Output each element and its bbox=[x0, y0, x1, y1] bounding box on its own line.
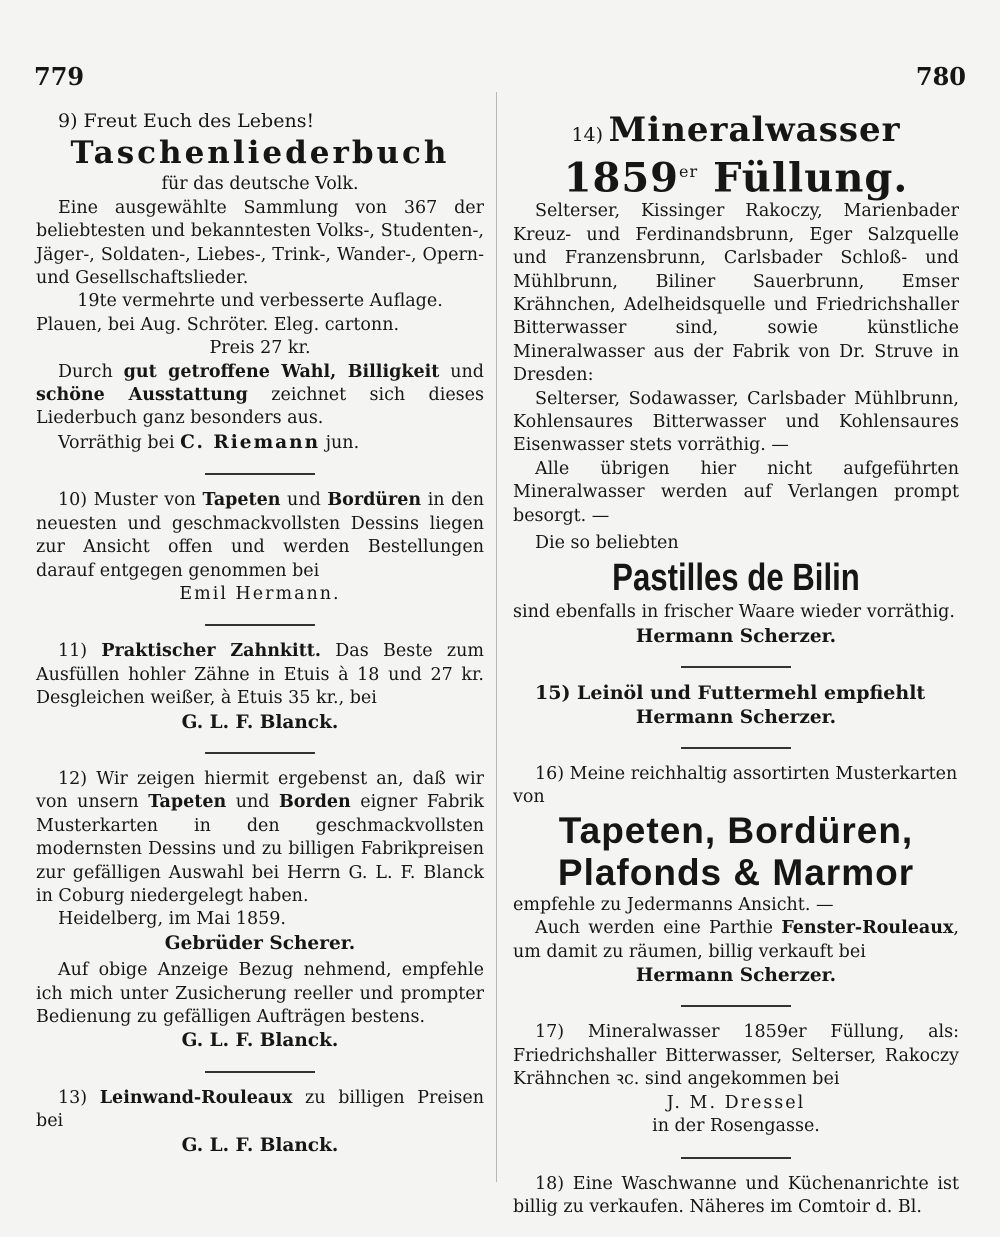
ad-14-pastilles-text: sind ebenfalls in frischer Waare wieder vorräthig. bbox=[513, 602, 955, 623]
ad-9-praise-5: zeichnet sich dieses Liederbuch ganz besonders aus. bbox=[36, 385, 484, 429]
ad-17-address: in der Rosengasse. bbox=[652, 1116, 820, 1137]
ad-13-text bbox=[36, 1087, 484, 1134]
separator-rule bbox=[681, 1157, 791, 1159]
ad-16 bbox=[513, 763, 959, 987]
ad-12-signature-1: Gebrüder Scherer. bbox=[164, 932, 356, 954]
ad-10-text-3: und bbox=[280, 490, 328, 511]
ad-16-rouleaux bbox=[513, 917, 959, 964]
ad-10-text-2: Tapeten bbox=[202, 490, 281, 511]
ad-13-text-2: Leinwand-Rouleaux bbox=[99, 1087, 293, 1108]
ad-11-text-3: Das Beste zum Ausfüllen hohler Zähne in Etuis à 18 und 27 kr. Desgleichen weißer, à Etuis 35 kr., bei bbox=[36, 641, 484, 709]
ad-9-subtitle: für das deutsche Volk. bbox=[161, 174, 359, 195]
ad-16-intro: 16) Meine reichhaltig assortirten Musterkarten von bbox=[513, 764, 958, 808]
ad-14-intro: Die so beliebten bbox=[535, 533, 679, 554]
column-divider bbox=[496, 92, 497, 1182]
ad-11-text-2: Praktischer Zahnkitt. bbox=[101, 641, 321, 662]
ad-11-text bbox=[36, 640, 484, 710]
page-number-left: 779 bbox=[34, 62, 85, 91]
left-column bbox=[36, 110, 484, 1175]
ad-12-text-1: 12) Wir zeigen hiermit ergebenst an, daß wir von unsern bbox=[36, 768, 484, 813]
ad-12-text-4: Borden bbox=[278, 792, 351, 813]
ad-12-text-3: und bbox=[226, 792, 279, 813]
ad-9-price: Preis 27 kr. bbox=[209, 338, 311, 359]
ad-11-signature: G. L. F. Blanck. bbox=[181, 711, 339, 733]
ad-9-stock bbox=[36, 431, 484, 455]
ad-12 bbox=[36, 768, 484, 1053]
ad-16-signature: Hermann Scherzer. bbox=[635, 965, 837, 987]
ad-18 bbox=[513, 1173, 959, 1220]
separator-rule bbox=[681, 1005, 791, 1007]
ad-16-headline-1: Tapeten, Bordüren, bbox=[558, 809, 914, 851]
separator-rule bbox=[681, 747, 791, 749]
ad-16-headline-2: Plafonds & Marmor bbox=[557, 851, 915, 893]
ad-13-text-1: 13) bbox=[58, 1087, 100, 1108]
ad-14-signature: Hermann Scherzer. bbox=[635, 625, 837, 647]
ad-13-signature: G. L. F. Blanck. bbox=[181, 1134, 339, 1156]
ad-17-text: 17) Mineralwasser 1859er Füllung, als: Friedrichshaller Bitterwasser, Selterser, Rakoczy Krähnchen ꝛc. sind angekommen bei bbox=[513, 1022, 959, 1090]
separator-rule bbox=[205, 624, 315, 626]
ad-15-text: 15) Leinöl und Futtermehl empfiehlt bbox=[535, 682, 926, 705]
ad-9-praise bbox=[36, 361, 484, 431]
ad-11 bbox=[36, 640, 484, 734]
ad-9-publisher: Plauen, bei Aug. Schröter. Eleg. cartonn. bbox=[36, 314, 400, 335]
ad-13-text-3: zu billigen Preisen bei bbox=[36, 1087, 484, 1132]
ad-10 bbox=[36, 489, 484, 606]
ad-9 bbox=[36, 110, 484, 455]
ad-9-stock-text: Vorräthig bei bbox=[58, 432, 181, 453]
ad-15-signature: Hermann Scherzer. bbox=[635, 706, 837, 728]
ad-16-rouleaux-1: Auch werden eine Parthie bbox=[535, 918, 782, 939]
separator-rule bbox=[205, 1071, 315, 1073]
ad-11-text-1: 11) bbox=[58, 641, 102, 662]
ad-14 bbox=[513, 110, 959, 648]
ad-14-pastilles-line bbox=[513, 555, 959, 601]
ad-16-rouleaux-2: Fenster-Rouleaux bbox=[781, 918, 954, 939]
ad-14-list: Selterser, Kissinger Rakoczy, Marienbader Kreuz- und Ferdinandsbrunn, Eger Salzquelle und Franzensbrunn, Carlsbader Schloß- und Mühlbrunn, Biliner Sauerbrunn, Emser Krähnchen, Adelheidsquelle und Friedrichshaller Bitterwasser sind, sowie künstliche Mineralwasser aus der Fabrik von Dr. Struve in Dresden: bbox=[513, 201, 959, 386]
ad-9-stock-name: C. Riemann bbox=[180, 431, 321, 453]
ad-9-title: Taschenliederbuch bbox=[70, 135, 450, 172]
ad-9-praise-1: Durch bbox=[58, 361, 124, 382]
ad-10-signature: Emil Hermann. bbox=[179, 583, 341, 604]
ad-14-year-suffix: er bbox=[679, 162, 699, 181]
ad-16-text: empfehle zu Jedermanns Ansicht. — bbox=[513, 894, 834, 915]
ad-12-text-5: eigner Fabrik Musterkarten in den geschmackvollsten modernsten Dessins und zu billigen Fabrikpreisen zur gefälligen Auswahl bei Herrn G. L. F. Blanck in Coburg niedergelegt haben. bbox=[36, 792, 485, 906]
ad-14-number: 14) bbox=[571, 124, 604, 146]
ad-14-artificial: Selterser, Sodawasser, Carlsbader Mühlbrunn, Kohlensaures Bitterwasser und Kohlensaures Eisenwasser stets vorräthig. — bbox=[513, 388, 959, 456]
ad-12-signature-2: G. L. F. Blanck. bbox=[181, 1030, 339, 1052]
ad-12-place: Heidelberg, im Mai 1859. bbox=[58, 909, 286, 930]
ad-18-text: 18) Eine Waschwanne und Küchenanrichte ist billig zu verkaufen. Näheres im Comtoir d. Bl. bbox=[513, 1173, 959, 1217]
ad-9-praise-3: und bbox=[439, 361, 484, 382]
ad-14-year: 1859 bbox=[563, 154, 680, 202]
ad-14-pastilles: Pastilles de Bilin bbox=[612, 557, 860, 600]
page-number-right: 780 bbox=[915, 62, 966, 91]
separator-rule bbox=[205, 473, 315, 475]
ad-15 bbox=[513, 682, 959, 729]
ad-14-year-line bbox=[513, 150, 959, 200]
ad-9-head: 9) Freut Euch des Lebens! bbox=[58, 110, 315, 132]
ad-12-followup: Auf obige Anzeige Bezug nehmend, empfehle ich mich unter Zusicherung reeller und prompter Bedienung zu gefälligen Aufträgen bestens. bbox=[36, 960, 484, 1027]
ad-9-description: Eine ausgewählte Sammlung von 367 der beliebtesten und bekanntesten Volks-, Studenten-, Jäger-, Soldaten-, Liebes-, Trink-, Wander-, Opern- und Gesellschaftslieder. bbox=[36, 197, 484, 289]
ad-13 bbox=[36, 1087, 484, 1157]
ad-17 bbox=[513, 1021, 959, 1138]
ad-10-text-1: 10) Muster von bbox=[58, 490, 203, 511]
ad-9-praise-4: schöne Ausstattung bbox=[36, 385, 248, 406]
separator-rule bbox=[681, 666, 791, 668]
ad-9-praise-2: gut getroffene Wahl, Billigkeit bbox=[123, 361, 440, 382]
ad-12-text bbox=[36, 768, 484, 908]
ad-14-title: Mineralwasser bbox=[608, 110, 901, 150]
right-column bbox=[513, 110, 959, 1237]
ad-14-title-line bbox=[513, 110, 959, 150]
ad-14-others: Alle übrigen hier nicht aufgeführten Mineralwasser werden auf Verlangen prompt besorgt. — bbox=[513, 458, 959, 526]
ad-10-text-5: in den neuesten und geschmackvollsten Dessins liegen zur Ansicht offen und werden Bestellungen darauf entgegen genommen bei bbox=[36, 490, 484, 581]
separator-rule bbox=[205, 752, 315, 754]
ad-17-signature: J. M. Dressel bbox=[666, 1092, 806, 1113]
ad-10-text-4: Bordüren bbox=[327, 490, 422, 511]
ad-10-text bbox=[36, 489, 484, 583]
ad-16-rouleaux-3: , um damit zu räumen, billig verkauft bei bbox=[513, 918, 959, 962]
ad-12-text-2: Tapeten bbox=[148, 792, 227, 813]
ad-9-stock-suffix: jun. bbox=[320, 432, 360, 453]
ad-14-year-word: Füllung. bbox=[713, 154, 909, 202]
ad-9-edition: 19te vermehrte und verbesserte Auflage. bbox=[77, 291, 443, 312]
